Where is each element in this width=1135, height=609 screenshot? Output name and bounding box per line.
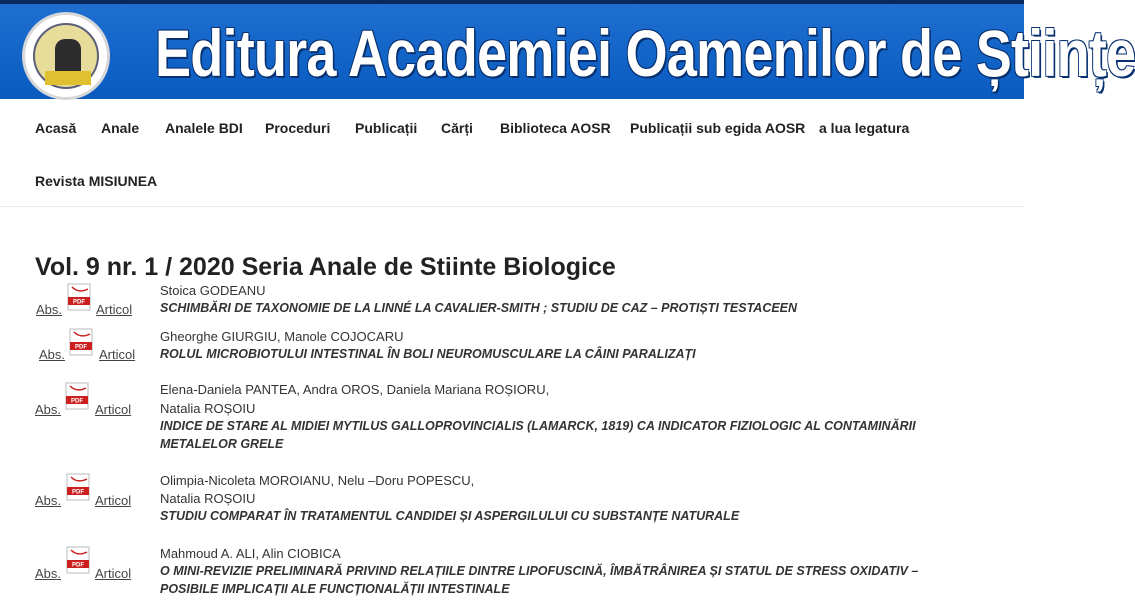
nav-item-biblioteca-aosr[interactable]: Biblioteca AOSR	[500, 120, 611, 136]
abstract-link[interactable]: Abs.	[39, 347, 66, 362]
nav-item-acasa[interactable]: Acasă	[35, 120, 77, 136]
nav-item-analele-bdi[interactable]: Analele BDI	[165, 120, 243, 136]
svg-text:PDF: PDF	[75, 344, 87, 351]
article-authors-line-2: Natalia ROȘOIU	[160, 401, 256, 416]
article-authors: Olimpia-Nicoleta MOROIANU, Nelu –Doru POPESCU,	[160, 473, 475, 488]
article-link[interactable]: Articol	[99, 347, 136, 362]
article-authors-line-2: Natalia ROȘOIU	[160, 491, 256, 506]
nav-item-publicatii-sub-egida[interactable]: Publicații sub egida AOSR	[630, 120, 806, 136]
article-link[interactable]: Articol	[95, 402, 132, 417]
article-title[interactable]: ROLUL MICROBIOTULUI INTESTINAL ÎN BOLI NEUROMUSCULARE LA CÂINI PARALIZAȚI	[160, 347, 696, 361]
article-link[interactable]: Articol	[95, 493, 132, 508]
article-title-line-2[interactable]: POSIBILE IMPLICAȚII ALE FUNCȚIONALĂȚII INTESTINALE	[160, 582, 510, 596]
nav-item-publicatii[interactable]: Publicații	[355, 120, 418, 136]
article-authors: Elena-Daniela PANTEA, Andra OROS, Daniela Mariana ROȘIORU,	[160, 382, 550, 397]
article-link[interactable]: Articol	[96, 302, 133, 317]
article-title[interactable]: STUDIU COMPARAT ÎN TRATAMENTUL CANDIDEI ȘI ASPERGILULUI CU SUBSTANȚE NATURALE	[160, 509, 740, 523]
svg-text:PDF: PDF	[72, 489, 84, 496]
article-title[interactable]: SCHIMBĂRI DE TAXONOMIE DE LA LINNÉ LA CAVALIER-SMITH ; STUDIU DE CAZ – PROTIȘTI TESTACEEN	[160, 301, 798, 315]
nav-item-proceduri[interactable]: Proceduri	[265, 120, 331, 136]
abstract-link[interactable]: Abs.	[36, 302, 63, 317]
svg-text:PDF: PDF	[71, 398, 83, 405]
nav-item-contact[interactable]: a lua legatura	[819, 120, 910, 136]
pdf-file-icon[interactable]	[65, 473, 93, 501]
article-title[interactable]: INDICE DE STARE AL MIDIEI MYTILUS GALLOPROVINCIALIS (LAMARCK, 1819) CA INDICATOR FIZIOLOGIC AL CONTAMINĂRII	[160, 419, 916, 433]
article-title-line-2[interactable]: METALELOR GRELE	[160, 437, 284, 451]
page-title: Vol. 9 nr. 1 / 2020 Seria Anale de Stiinte Biologice	[35, 253, 616, 281]
pdf-file-icon[interactable]	[68, 328, 96, 356]
nav-item-anale[interactable]: Anale	[101, 120, 140, 136]
article-authors: Gheorghe GIURGIU, Manole COJOCARU	[160, 329, 404, 344]
pdf-file-icon[interactable]	[66, 283, 94, 311]
article-link[interactable]: Articol	[95, 566, 132, 581]
pdf-file-icon[interactable]	[64, 382, 92, 410]
svg-text:PDF: PDF	[72, 562, 84, 569]
logo-base-shape	[45, 71, 91, 85]
svg-text:PDF: PDF	[73, 299, 85, 306]
main-nav	[0, 99, 1024, 207]
abstract-link[interactable]: Abs.	[35, 566, 62, 581]
nav-item-carti[interactable]: Cărți	[441, 120, 473, 136]
article-title[interactable]: O MINI-REVIZIE PRELIMINARĂ PRIVIND RELAȚIILE DINTRE LIPOFUSCINĂ, ÎMBĂTRÂNIREA ȘI STATUL DE STRESS OXIDATIV –	[160, 564, 919, 578]
logo-emblem	[33, 23, 99, 89]
abstract-link[interactable]: Abs.	[35, 493, 62, 508]
nav-item-revista-misiunea[interactable]: Revista MISIUNEA	[35, 173, 158, 189]
pdf-file-icon[interactable]	[65, 546, 93, 574]
article-authors: Mahmoud A. ALI, Alin CIOBICA	[160, 546, 341, 561]
abstract-link[interactable]: Abs.	[35, 402, 62, 417]
aosr-seal-logo[interactable]	[22, 12, 110, 100]
banner-title: Editura Academiei Oamenilor de Științe	[155, 16, 1135, 90]
article-authors: Stoica GODEANU	[160, 283, 266, 298]
site-banner	[0, 0, 1135, 99]
